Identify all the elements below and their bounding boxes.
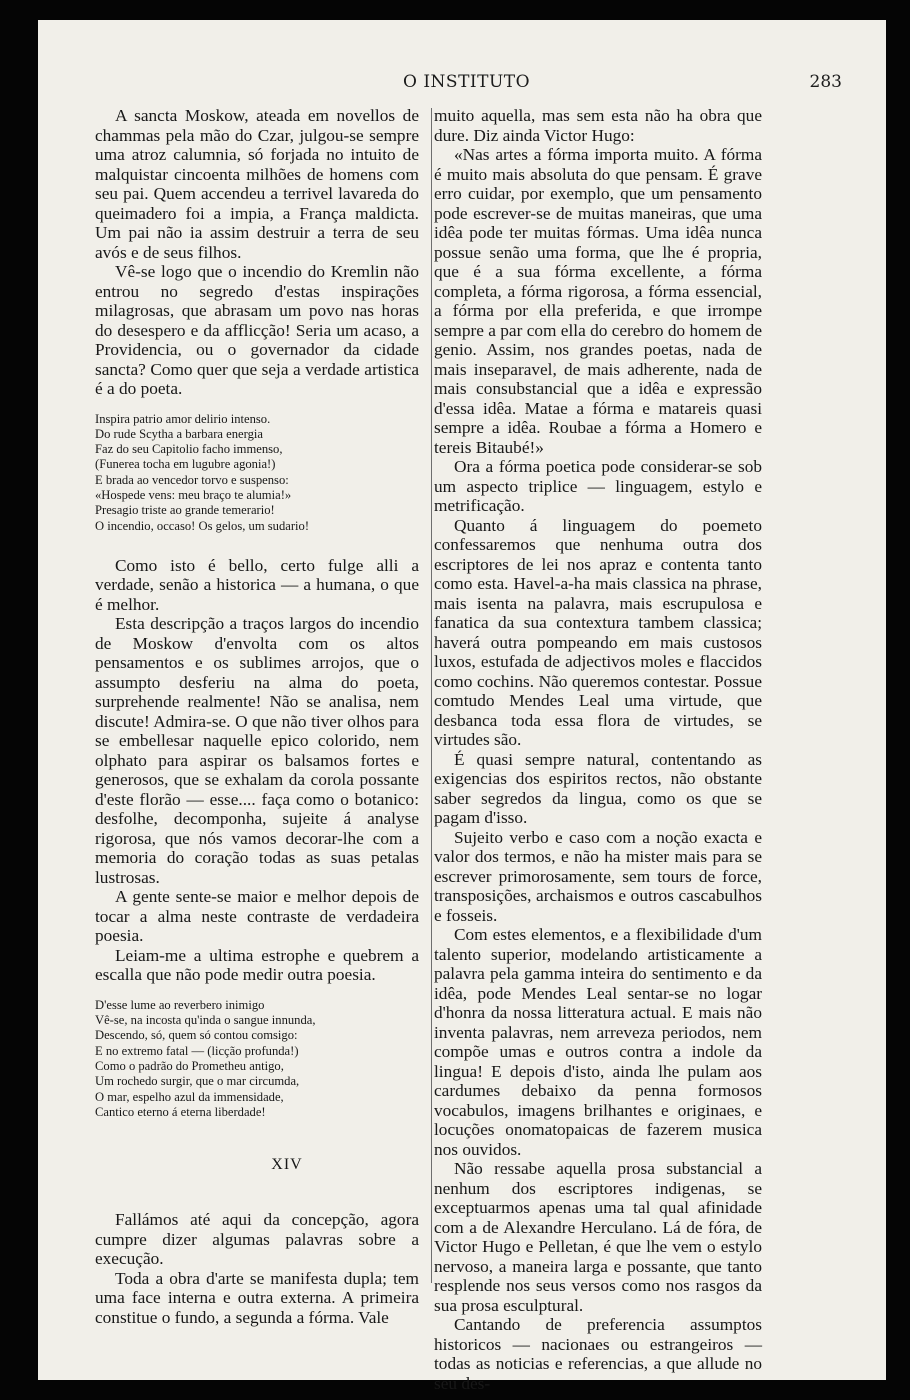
left-paragraph-3: Como isto é bello, certo fulge alli a verdade, senão a historica — a humana, o que é melhor.: [95, 555, 419, 614]
poem-line: O incendio, occaso! Os gelos, um sudario!: [95, 518, 310, 533]
right-paragraph-7: Com estes elementos, e a flexibilidade d'um talento superior, modelando artisticamente a palavra pela gamma inteira do sentimento e da idêa, pode Mendes Leal sentar-se no logar d'honra da nossa litteratura actual. E mais não inventa palavras, nem arreveza periodos, nem compõe umas e outros contra a indole da lingua! E depois d'isto, ainda lhe pulam aos cardumes debaixo da penna formosos vocabulos, imagens brilhantes e originaes, e locuções onomatopaicas de fazerem musica nos ouvidos.: [434, 925, 762, 1159]
left-paragraph-4: Esta descripção a traços largos do incendio de Moskow d'envolta com os altos pensamentos e os sublimes arrojos, que o assumpto desferiu na alma do poeta, surprehende realmente! Não se analisa, nem discute! Admira-se. O que não tiver olhos para se embellesar naquelle epico colorido, nem olphato para aspirar os balsamos fortes e generosos, que se exhalam da corola possante d'este florão — esse.... faça como o botanico: desfolhe, decomponha, sujeite á analyse rigorosa, que nós vamos decorar-lhe com a memoria do coração todas as suas petalas lustrosas.: [95, 614, 419, 887]
poem-line: D'esse lume ao reverbero inimigo: [95, 997, 265, 1012]
poem-line: Descendo, só, quem só contou comsigo:: [95, 1028, 298, 1043]
poem-line: E brada ao vencedor torvo e suspenso:: [95, 472, 289, 487]
right-paragraph-5: É quasi sempre natural, contentando as exigencias dos espiritos rectos, não obstante saber segredos da lingua, como os que se pagam d'isso.: [434, 749, 762, 827]
page-header: [38, 72, 886, 96]
right-paragraph-9: Cantando de preferencia assumptos historicos — nacionaes ou estrangeiros — todas as noticias e referencias, a que allude no seu des-: [434, 1315, 762, 1393]
poem-line: (Funerea tocha em lugubre agonia!): [95, 457, 276, 472]
journal-page: [38, 20, 886, 1393]
right-paragraph-2: «Nas artes a fórma importa muito. A fórma é muito mais absoluta do que pensam. É grave erro cuidar, por exemplo, que um pensamento pode escrever-se de muitas maneiras, que uma idêa pode ter muitas fórmas. Uma idêa nunca possue senão uma forma, que lhe é propria, que é a sua fórma excellente, a fórma completa, a fórma rigorosa, a fórma essencial, a fórma por ella preferida, e que irrompe sempre a par com ella do cerebro do homem de genio. Assim, nos grandes poetas, nada de mais inseparavel, de mais adherente, nada de mais consubstancial que a idêa e expressão d'essa idêa. Matae a fórma e matareis quasi sempre a idêa. Roubae a fórma a Homero e tereis Bitaubé!»: [434, 145, 762, 457]
poem-line: «Hospede vens: meu braço te alumia!»: [95, 487, 292, 502]
right-column: [434, 106, 762, 1393]
right-paragraph-8: Não ressabe aquella prosa substancial a nenhum dos escriptores indigenas, se exceptuarmos apenas uma tal qual afinidade com a de Alexandre Herculano. Lá de fóra, de Victor Hugo e Pelletan, é que lhe vem o estylo nervoso, a maneira larga e possante, que tanto resplende nos seus versos como nos rasgos da sua prosa esculptural.: [434, 1159, 762, 1315]
right-paragraph-3: Ora a fórma poetica pode considerar-se sob um aspecto triplice — linguagem, estylo e metrificação.: [434, 457, 762, 515]
left-paragraph-2: Vê-se logo que o incendio do Kremlin não entrou no segredo d'estas inspirações milagrosas, que abrasam um povo nas horas do desespero e da afflicção! Seria um acaso, a Providencia, ou o governador da cidade sancta? Como quer que seja a verdade artistica é a do poeta.: [95, 262, 419, 398]
left-paragraph-5: A gente sente-se maior e melhor depois de tocar a alma neste contraste de verdadeira poesia.: [95, 887, 419, 946]
left-column: [95, 106, 419, 1327]
left-paragraph-7: Fallámos até aqui da concepção, agora cumpre dizer algumas palavras sobre a execução.: [95, 1210, 419, 1269]
page-number: 283: [809, 72, 842, 92]
poem-line: Presagio triste ao grande temerario!: [95, 503, 275, 518]
left-paragraph-6: Leiam-me a ultima estrophe e quebrem a escalla que não pode medir outra poesia.: [95, 945, 419, 985]
section-heading: XIV: [271, 1156, 303, 1174]
poem-line: Inspira patrio amor delirio intenso.: [95, 411, 271, 426]
right-paragraph-1: muito aquella, mas sem esta não ha obra que dure. Diz ainda Victor Hugo:: [434, 106, 762, 145]
left-paragraph-8: Toda a obra d'arte se manifesta dupla; tem uma face interna e outra externa. A primeira constitue o fundo, a segunda a fórma. Vale: [95, 1268, 419, 1327]
poem-stanza-2: [95, 998, 419, 1120]
poem-line: Faz do seu Capitolio facho immenso,: [95, 442, 283, 457]
poem-line: O mar, espelho azul da immensidade,: [95, 1089, 284, 1104]
poem-line: Do rude Scytha a barbara energia: [95, 426, 263, 441]
running-title: O INSTITUTO: [403, 72, 531, 92]
right-paragraph-6: Sujeito verbo e caso com a noção exacta e valor dos termos, e não ha mister mais para se escrever primorosamente, sem tours de force, transposições, archaismos e outros cascabulhos e fosseis.: [434, 827, 762, 925]
poem-line: Cantico eterno á eterna liberdade!: [95, 1104, 266, 1119]
right-paragraph-4: Quanto á linguagem do poemeto confessaremos que nenhuma outra dos escriptores de lei nos apraz e contenta tanto como esta. Havel-a-ha mais classica na phrase, mais isenta na palavra, mais escrupulosa e fanatica da sua contextura tambem classica; haverá outra pompeando em mais custosos luxos, estufada de adjectivos moles e flaccidos como cochins. Não queremos contestar. Possue comtudo Mendes Leal uma virtude, que desbanca toda essa flora de virtudes, se virtudes são.: [434, 515, 762, 749]
left-paragraph-1: A sancta Moskow, ateada em novellos de chammas pela mão do Czar, julgou-se sempre uma atroz calumnia, só forjada no intuito de malquistar cincoenta milhões de homens com seu pai. Quem accendeu a terrivel lavareda do queimadero foi a impia, a França maldicta. Um pai não ia assim destruir a terra de seu avós e de seus filhos.: [95, 106, 419, 262]
poem-line: E no extremo fatal — (licção profunda!): [95, 1043, 299, 1058]
poem-line: Vê-se, na incosta qu'inda o sangue innunda,: [95, 1013, 316, 1028]
poem-stanza-1: [95, 412, 419, 534]
poem-line: Um rochedo surgir, que o mar circumda,: [95, 1074, 300, 1089]
column-divider: [431, 108, 432, 1283]
poem-line: Como o padrão do Prometheu antigo,: [95, 1059, 284, 1074]
